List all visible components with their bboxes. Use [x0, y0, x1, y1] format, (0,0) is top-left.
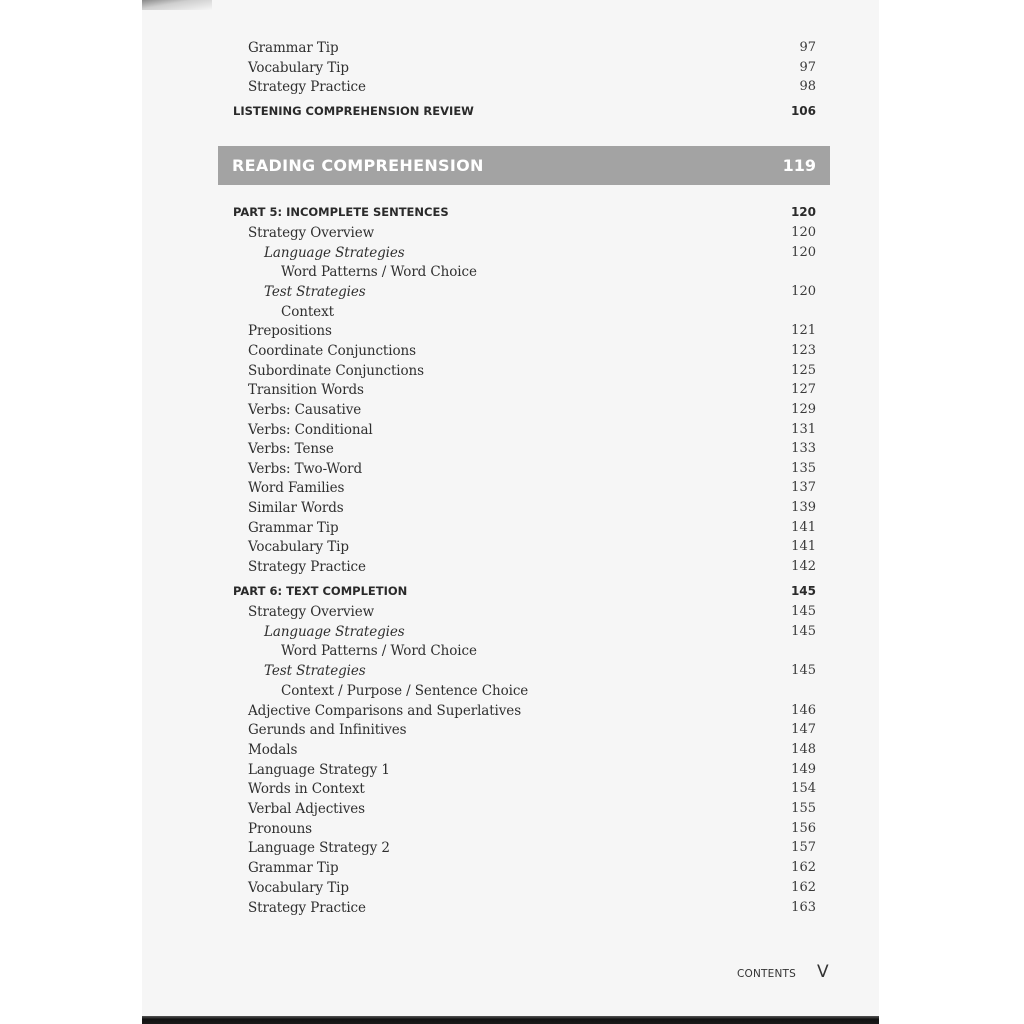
toc-entry-page: 149	[791, 761, 816, 777]
toc-entry	[0, 282, 1024, 302]
toc-entry-page: 137	[791, 480, 816, 496]
toc-entry	[0, 819, 1024, 839]
toc-entry	[0, 858, 1024, 878]
toc-entry-label: Verbs: Conditional	[248, 421, 373, 438]
toc-entry	[0, 661, 1024, 681]
toc-entry-page: 139	[791, 500, 816, 516]
toc-entry-page: 121	[791, 323, 816, 339]
section-title: READING COMPREHENSION	[232, 156, 484, 175]
toc-entry	[0, 58, 1024, 78]
toc-entry	[0, 262, 1024, 282]
toc-heading-part5	[0, 202, 1024, 222]
toc-heading-label: PART 5: INCOMPLETE SENTENCES	[233, 205, 449, 219]
toc-entry	[0, 380, 1024, 400]
toc-entry-label: Test Strategies	[264, 663, 366, 680]
toc-entry-page: 141	[791, 519, 816, 535]
toc-entry-label: Verbal Adjectives	[248, 801, 365, 817]
toc-entry	[0, 779, 1024, 799]
toc-entry	[0, 701, 1024, 721]
toc-entry	[0, 341, 1024, 361]
toc-entry-label: Transition Words	[248, 382, 364, 399]
toc-entry	[0, 878, 1024, 898]
toc-entry-page: 163	[791, 899, 816, 915]
toc-entry-page: 145	[791, 623, 816, 639]
toc-entry-label: Vocabulary Tip	[248, 879, 349, 896]
toc-entry-label: Word Patterns / Word Choice	[281, 264, 477, 281]
toc-entry-page: 120	[791, 225, 816, 240]
toc-entry-label: Strategy Practice	[248, 559, 366, 576]
toc-entry	[0, 321, 1024, 341]
toc-entry-label: Strategy Overview	[248, 225, 375, 241]
toc-entry-page: 97	[799, 60, 816, 75]
toc-entry	[0, 740, 1024, 760]
toc-entry-label: Verbs: Causative	[248, 401, 362, 418]
toc-entry	[0, 898, 1024, 918]
toc-entry-label: Context / Purpose / Sentence Choice	[281, 682, 529, 699]
toc-entry-label: Strategy Practice	[248, 79, 366, 95]
toc-entry-label: Vocabulary Tip	[248, 539, 349, 556]
toc-entry-page: 131	[791, 421, 816, 437]
toc-entry	[0, 459, 1024, 479]
toc-entry-label: Language Strategies	[264, 244, 405, 261]
toc-entry-page: 156	[791, 820, 816, 836]
toc-entry-label: Pronouns	[248, 820, 313, 837]
toc-entry	[0, 838, 1024, 858]
toc-entry-label: Word Patterns / Word Choice	[281, 643, 477, 660]
section-banner	[218, 146, 830, 185]
toc-entry	[0, 622, 1024, 642]
toc-entry	[0, 243, 1024, 263]
toc-entry-page: 120	[791, 283, 816, 299]
toc-entry-page: 155	[791, 801, 816, 816]
toc-entry-label: Grammar Tip	[248, 519, 339, 536]
toc-entry-label: Language Strategy 2	[248, 840, 390, 857]
toc-entry-label: Modals	[248, 741, 298, 758]
toc-entry-label: Language Strategy 1	[248, 761, 390, 778]
toc-entry-label: Similar Words	[248, 500, 344, 517]
toc-entry-label: Vocabulary Tip	[248, 60, 349, 76]
toc-entry-label: Grammar Tip	[248, 860, 339, 877]
page-corner-shadow	[142, 0, 212, 10]
toc-entry	[0, 400, 1024, 420]
toc-heading-label: PART 6: TEXT COMPLETION	[233, 584, 408, 598]
toc-entry-page: 141	[791, 539, 816, 555]
toc-entry	[0, 602, 1024, 622]
toc-entry	[0, 518, 1024, 538]
toc-entry-label: Verbs: Tense	[248, 441, 334, 458]
toc-entry-page: 147	[791, 722, 816, 738]
toc-entry	[0, 77, 1024, 97]
toc-entry-label: Prepositions	[248, 323, 332, 340]
toc-entry	[0, 641, 1024, 661]
toc-entry	[0, 478, 1024, 498]
toc-entry-label: Coordinate Conjunctions	[248, 342, 416, 359]
toc-entry-page: 98	[799, 79, 816, 94]
toc-entry-page: 129	[791, 401, 816, 417]
toc-entry-page: 145	[791, 663, 816, 679]
toc-heading-label: LISTENING COMPREHENSION REVIEW	[233, 104, 474, 118]
footer-page-number: V	[817, 962, 829, 982]
toc-entry	[0, 302, 1024, 322]
toc-entry-page: 146	[791, 702, 816, 718]
toc-entry-page: 154	[791, 781, 816, 797]
toc-entry-label: Words in Context	[248, 781, 365, 798]
toc-entry-page: 157	[791, 840, 816, 856]
toc-entry	[0, 557, 1024, 577]
toc-heading-listening-review	[0, 101, 1024, 121]
toc-entry-label: Context	[281, 303, 334, 320]
toc-entry-page: 123	[791, 342, 816, 358]
toc-heading-page: 120	[790, 205, 816, 219]
toc-entry	[0, 720, 1024, 740]
toc-entry-label: Subordinate Conjunctions	[248, 362, 424, 379]
toc-entry-page: 142	[791, 559, 816, 575]
toc-entry	[0, 439, 1024, 459]
toc-entry-page: 162	[791, 879, 816, 895]
toc-entry-page: 135	[791, 460, 816, 476]
toc-entry-label: Strategy Overview	[248, 604, 375, 620]
section-page: 119	[782, 156, 816, 175]
toc-entry-label: Gerunds and Infinitives	[248, 722, 407, 739]
toc-entry-label: Strategy Practice	[248, 899, 366, 916]
toc-entry	[0, 361, 1024, 381]
toc-entry-page: 148	[791, 741, 816, 757]
toc-entry	[0, 38, 1024, 58]
toc-heading-part6	[0, 581, 1024, 601]
toc-entry	[0, 681, 1024, 701]
toc-entry	[0, 498, 1024, 518]
toc-entry-label: Grammar Tip	[248, 40, 339, 56]
toc-entry-label: Language Strategies	[264, 623, 405, 640]
toc-entry-label: Word Families	[248, 480, 345, 497]
toc-entry-page: 162	[791, 860, 816, 876]
toc-entry-page: 133	[791, 441, 816, 457]
scan-edge-shadow	[142, 1016, 879, 1024]
toc-entry-page: 120	[791, 244, 816, 260]
toc-entry-page: 127	[791, 382, 816, 398]
footer-section-label: CONTENTS	[737, 968, 797, 980]
toc-entry-label: Verbs: Two-Word	[248, 460, 363, 477]
toc-entry-label: Test Strategies	[264, 283, 366, 300]
toc-entry	[0, 760, 1024, 780]
toc-heading-page: 106	[790, 104, 816, 118]
toc-entry-page: 125	[791, 362, 816, 378]
toc-entry-page: 97	[799, 40, 816, 55]
toc-entry-label: Adjective Comparisons and Superlatives	[248, 702, 522, 719]
toc-entry-page: 145	[791, 604, 816, 619]
toc-entry	[0, 223, 1024, 243]
toc-entry	[0, 799, 1024, 819]
toc-entry	[0, 420, 1024, 440]
toc-entry	[0, 537, 1024, 557]
toc-heading-page: 145	[790, 584, 816, 598]
